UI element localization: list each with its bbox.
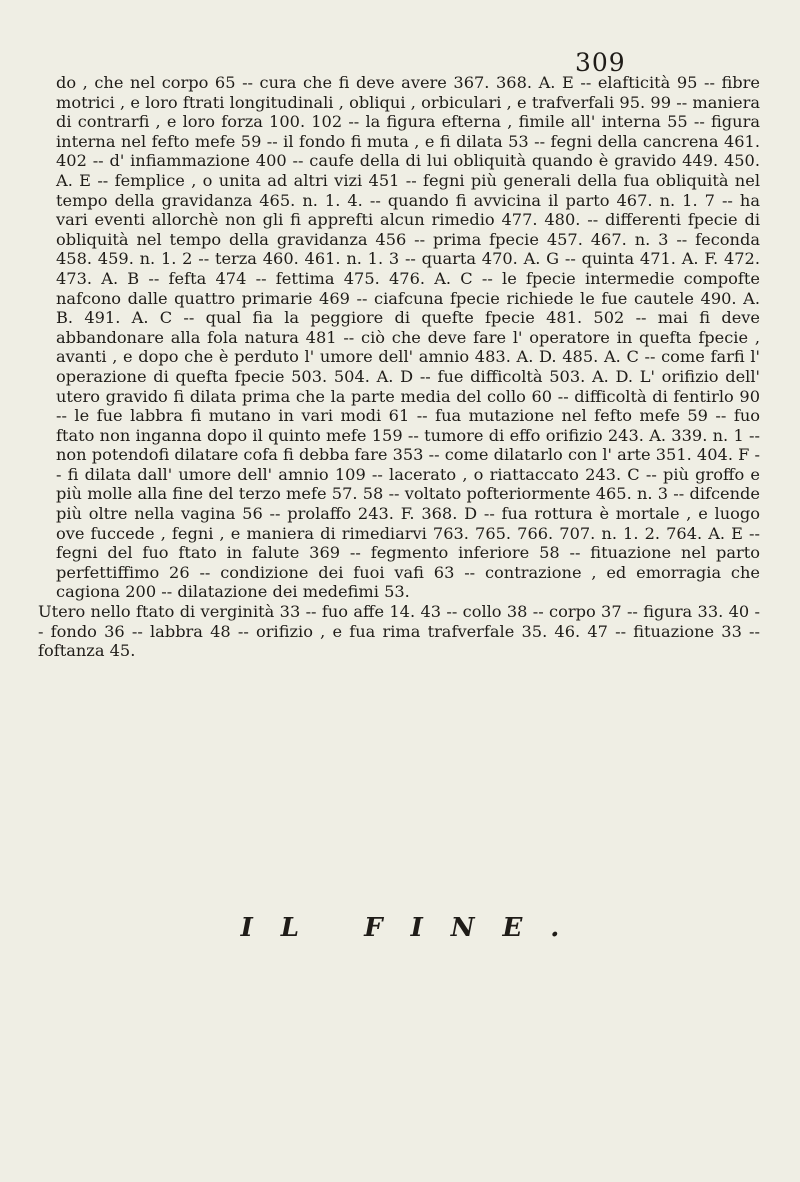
- index-body: [38, 73, 760, 661]
- colophon-il-fine: IL FINE.: [240, 913, 588, 943]
- index-entry-utero-continued: do , che nel corpo 65 -- cura che fi deve avere 367. 368. A. E -- elafticità 95 -- fibre motrici , e loro ftrati longitudinali , obliqui , orbiculari , e trafverfali 95. 99 -- maniera di contrarfi , e loro forza 100. 102 -- la figura efterna , fimile all' interna 55 -- figura interna nel fefto mefe 59 -- il fondo fi muta , e fi dilata 53 -- fegni della cancrena 461. 402 -- d' infiammazione 400 -- caufe della di lui obliquità quando è gravido 449. 450. A. E -- femplice , o unita ad altri vizi 451 -- fegni più generali della fua obliquità nel tempo della gravidanza 465. n. 1. 4. -- quando fi avvicina il parto 467. n. 1. 7 -- ha vari eventi allorchè non gli fi apprefti alcun rimedio 477. 480. -- differenti fpecie di obliquità nel tempo della gravidanza 456 -- prima fpecie 457. 467. n. 3 -- feconda 458. 459. n. 1. 2 -- terza 460. 461. n. 1. 3 -- quarta 470. A. G -- quinta 471. A. F. 472. 473. A. B -- fefta 474 -- fettima 475. 476. A. C -- le fpecie intermedie compofte nafcono dalle quattro primarie 469 -- ciafcuna fpecie richiede le fue cautele 490. A. B. 491. A. C -- qual fia la peggiore di quefte fpecie 481. 502 -- mai fi deve abbandonare alla fola natura 481 -- ciò che deve fare l' operatore in quefta fpecie , avanti , e dopo che è perduto l' umore dell' amnio 483. A. D. 485. A. C -- come farfi l' operazione di quefta fpecie 503. 504. A. D -- fue difficoltà 503. A. D. L' orifizio dell' utero gravido fi dilata prima che la parte media del collo 60 -- difficoltà di fentirlo 90 -- le fue labbra fi mutano in vari modi 61 -- fua mutazione nel fefto mefe 59 -- fuo ftato non inganna dopo il quinto mefe 159 -- tumore di effo orifizio 243. A. 339. n. 1 -- non potendofi dilatare cofa fi debba fare 353 -- come dilatarlo con l' arte 351. 404. F -- fi dilata dall' umore dell' amnio 109 -- lacerato , o riattaccato 243. C -- più groffo e più molle alla fine del terzo mefe 57. 58 -- voltato pofteriormente 465. n. 3 -- difcende più oltre nella vagina 56 -- prolaffo 243. F. 368. D -- fua rottura è mortale , e luogo ove fuccede , fegni , e maniera di rimediarvi 763. 765. 766. 707. n. 1. 2. 764. A. E -- fegni del fuo ftato in falute 369 -- fegmento inferiore 58 -- fituazione nel parto perfettiffimo 26 -- condizione dei fuoi vafi 63 -- contrazione , ed emorragia che cagiona 200 -- dilatazione dei medefimi 53.: [56, 73, 760, 602]
- index-entry-utero-verginita: Utero nello ftato di verginità 33 -- fuo affe 14. 43 -- collo 38 -- corpo 37 -- figura 33. 40 -- fondo 36 -- labbra 48 -- orifizio , e fua rima trafverfale 35. 46. 47 -- fituazione 33 -- foftanza 45.: [38, 602, 760, 661]
- page-number: 309: [575, 48, 626, 77]
